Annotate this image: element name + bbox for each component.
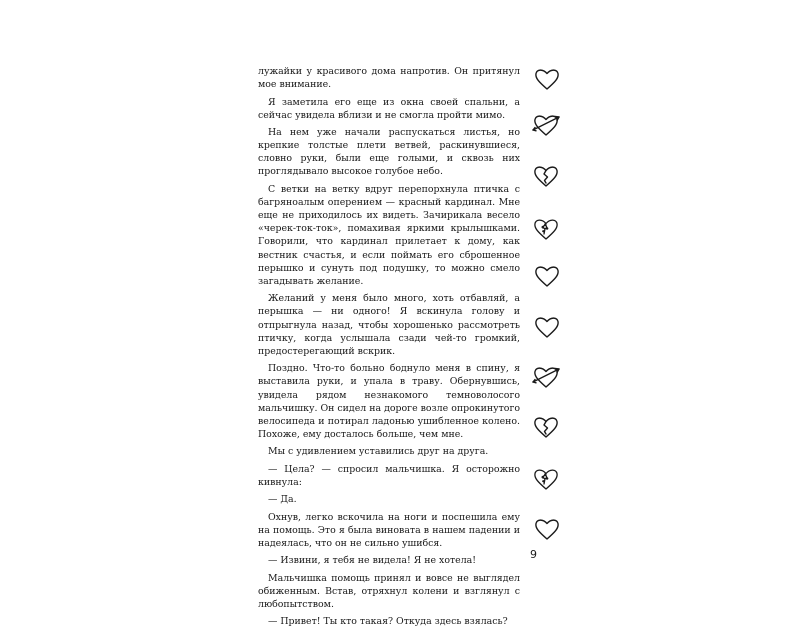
paragraph: — Извини, я тебя не видела! Я не хотела! [268,555,477,567]
paragraph: — Привет! Ты кто такая? Откуда здесь взялась? [268,616,508,628]
heart-icon [533,263,561,289]
paragraph: лужайки у красивого дома напротив. Он притянул мое внимание. [258,66,520,91]
heart-flower-icon [532,466,560,492]
heart-arrow-icon [532,364,560,390]
paragraph: Желаний у меня было много, хоть отбавляй, а перышка — ни одного! Я вскинула голову и отпрыгнула назад, чтобы хорошенько рассмотреть птичку, когда услышала сзади чей-то громкий, предостерегающий вскрик. [258,293,520,357]
paragraph: Охнув, легко вскочила на ноги и поспешила ему на помощь. Это я была виновата в нашем падении и надеялась, что он не сильно ушибся. [258,511,520,549]
broken-heart-icon [532,414,560,440]
paragraph: Я заметила его еще из окна своей спальни, а сейчас увидела вблизи и не смогла пройти мимо. [258,96,520,121]
heart-arrow-icon [532,112,560,138]
heart-icon [533,516,561,542]
heart-icon [533,66,561,92]
paragraph: Мы с удивлением уставились друг на друга. [268,446,489,458]
paragraph: Поздно. Что-то больно боднуло меня в спину, я выставила руки, и упала в траву. Обернувшись, увидела рядом незнакомого темноволосого мальчишку. Он сидел на дороге возле опрокинутого велосипеда и потирал ладонью ушибленное колено. Похоже, ему досталось больше, чем мне. [258,363,520,440]
broken-heart-icon [532,163,560,189]
heart-flower-icon [532,216,560,242]
paragraph: С ветки на ветку вдруг перепорхнула птичка с багряноалым оперением — красный кардинал. Мне еще не приходилось их видеть. Зачирикала весело «черек-ток-ток», помахивая яркими крылышками. Говорили, что кардинал прилетает к дому, как вестник счастья, и если поймать его сброшенное перышко и сунуть под подушку, то можно смело загадывать желание. [258,183,520,287]
page-number: 9 [530,548,537,561]
paragraph: На нем уже начали распускаться листья, но крепкие толстые плети ветвей, раскинувшиеся, словно руки, были еще голыми, и сквозь них проглядывало высокое голубое небо. [258,127,520,178]
paragraph: — Да. [268,494,297,506]
heart-icon [533,314,561,340]
paragraph: Мальчишка помощь принял и вовсе не выглядел обиженным. Встав, отряхнул колени и взглянул с любопытством. [258,572,520,610]
paragraph: — Цела? — спросил мальчишка. Я осторожно кивнула: [258,463,520,488]
